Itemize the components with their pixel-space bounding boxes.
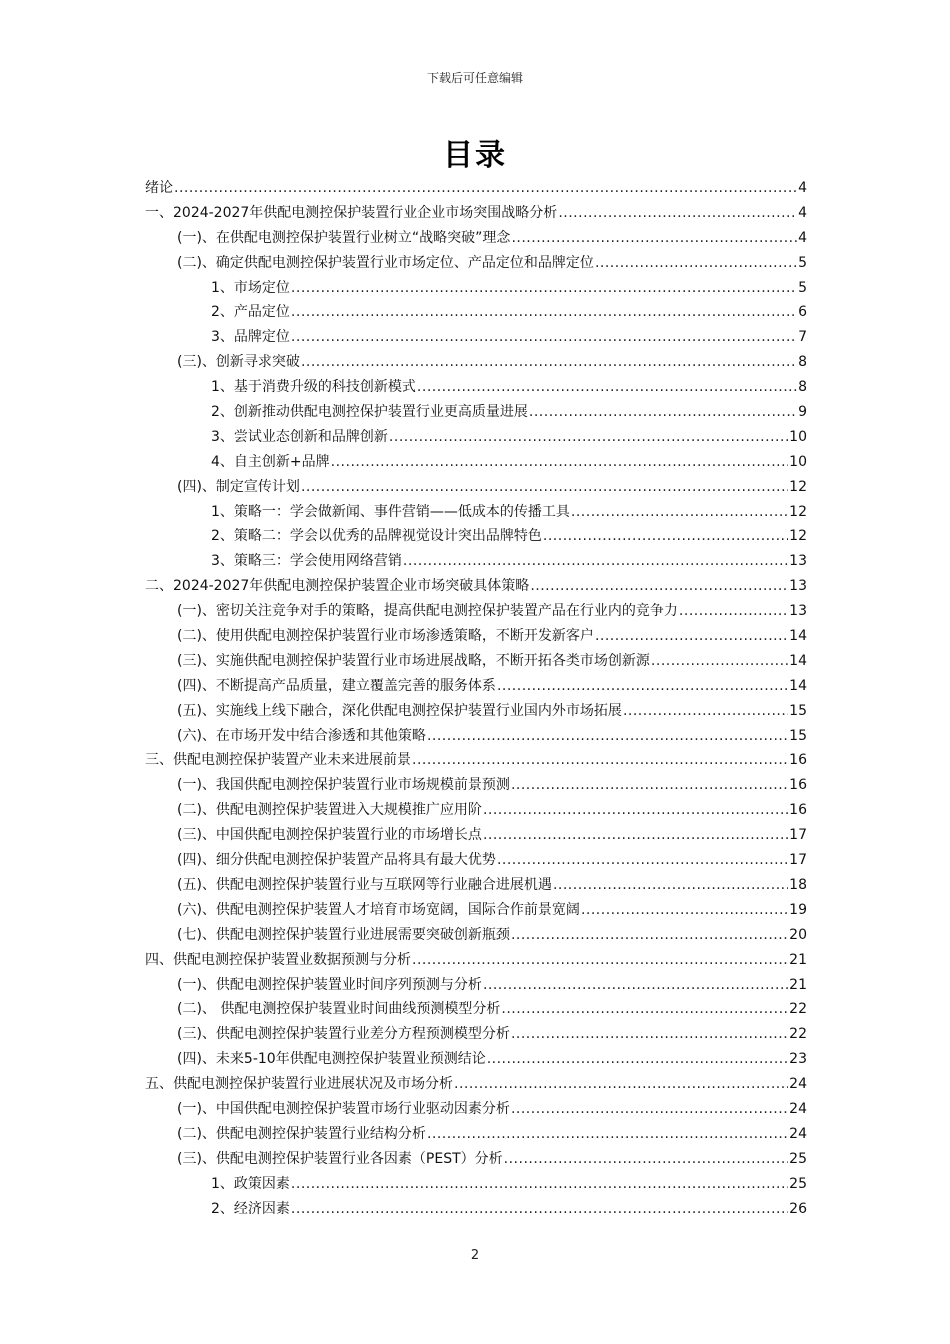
- toc-entry[interactable]: [145, 1147, 807, 1172]
- toc-entry-text: 四、供配电测控保护装置业数据预测与分析: [145, 951, 411, 968]
- toc-entry-page: 22: [789, 1026, 807, 1043]
- toc-leader-dots: [427, 724, 788, 749]
- toc-leader-dots: [679, 599, 788, 624]
- toc-entry[interactable]: [145, 549, 807, 574]
- page-number: 2: [470, 1248, 480, 1263]
- toc-leader-dots: [511, 773, 788, 798]
- toc-entry-page: 16: [789, 752, 807, 769]
- toc-entry-page: 14: [789, 628, 807, 645]
- toc-leader-dots: [412, 948, 788, 973]
- toc-leader-dots: [497, 674, 788, 699]
- toc-entry-text: (二)、供配电测控保护装置进入大规模推广应用阶: [177, 802, 482, 819]
- toc-entry-text: (三)、创新寻求突破: [177, 354, 300, 371]
- toc-leader-dots: [623, 699, 788, 724]
- toc-entry-page: 10: [789, 453, 807, 470]
- toc-entry-page: 4: [798, 204, 807, 221]
- toc-entry[interactable]: [145, 1047, 807, 1072]
- toc-entry-page: 23: [789, 1051, 807, 1068]
- toc-entry-text: 五、供配电测控保护装置行业进展状况及市场分析: [145, 1076, 453, 1093]
- toc-entry-page: 8: [798, 354, 807, 371]
- toc-entry-page: 12: [789, 528, 807, 545]
- toc-entry[interactable]: [145, 674, 807, 699]
- toc-entry[interactable]: [145, 973, 807, 998]
- toc-entry-page: 13: [789, 553, 807, 570]
- toc-entry[interactable]: [145, 325, 807, 350]
- toc-entry[interactable]: [145, 649, 807, 674]
- toc-entry[interactable]: [145, 450, 807, 475]
- toc-entry-page: 16: [789, 777, 807, 794]
- toc-entry-text: (五)、实施线上线下融合，深化供配电测控保护装置行业国内外市场拓展: [177, 702, 622, 719]
- toc-entry-text: 1、策略一：学会做新闻、事件营销——低成本的传播工具: [211, 503, 570, 520]
- toc-entry-page: 24: [789, 1076, 807, 1093]
- toc-entry-page: 9: [798, 404, 807, 421]
- toc-entry[interactable]: [145, 1072, 807, 1097]
- toc-leader-dots: [291, 300, 797, 325]
- toc-entry-text: (一)、中国供配电测控保护装置市场行业驱动因素分析: [177, 1100, 510, 1117]
- toc-entry-text: 三、供配电测控保护装置产业未来进展前景: [145, 752, 411, 769]
- toc-entry-page: 12: [789, 478, 807, 495]
- toc-entry-page: 24: [789, 1125, 807, 1142]
- toc-entry[interactable]: [145, 500, 807, 525]
- toc-entry[interactable]: [145, 251, 807, 276]
- toc-entry-page: 14: [789, 652, 807, 669]
- toc-entry-page: 24: [789, 1100, 807, 1117]
- toc-entry[interactable]: [145, 226, 807, 251]
- toc-entry-page: 7: [798, 329, 807, 346]
- toc-leader-dots: [571, 500, 788, 525]
- toc-entry[interactable]: [145, 176, 807, 201]
- toc-entry-text: (六)、在市场开发中结合渗透和其他策略: [177, 727, 426, 744]
- toc-entry-page: 21: [789, 976, 807, 993]
- toc-entry[interactable]: [145, 748, 807, 773]
- table-of-contents: [145, 176, 807, 1221]
- toc-entry-page: 26: [789, 1200, 807, 1217]
- toc-entry[interactable]: [145, 1172, 807, 1197]
- toc-entry[interactable]: [145, 948, 807, 973]
- toc-leader-dots: [595, 624, 788, 649]
- toc-entry-page: 4: [798, 229, 807, 246]
- toc-leader-dots: [427, 1122, 788, 1147]
- toc-entry-text: 2、策略二：学会以优秀的品牌视觉设计突出品牌特色: [211, 528, 542, 545]
- toc-entry[interactable]: [145, 873, 807, 898]
- toc-entry-page: 13: [789, 578, 807, 595]
- toc-entry-page: 17: [789, 827, 807, 844]
- toc-entry-text: (三)、供配电测控保护装置行业各因素（PEST）分析: [177, 1150, 503, 1167]
- toc-entry-text: (三)、供配电测控保护装置行业差分方程预测模型分析: [177, 1026, 510, 1043]
- toc-entry[interactable]: [145, 1197, 807, 1222]
- toc-leader-dots: [543, 524, 788, 549]
- toc-entry-page: 25: [789, 1150, 807, 1167]
- toc-leader-dots: [558, 201, 797, 226]
- toc-leader-dots: [291, 1197, 788, 1222]
- toc-entry[interactable]: [145, 724, 807, 749]
- toc-entry[interactable]: [145, 624, 807, 649]
- toc-entry-text: 2、产品定位: [211, 304, 290, 321]
- toc-leader-dots: [291, 325, 797, 350]
- toc-entry[interactable]: [145, 375, 807, 400]
- toc-leader-dots: [483, 798, 788, 823]
- toc-entry[interactable]: [145, 425, 807, 450]
- toc-leader-dots: [301, 350, 797, 375]
- toc-leader-dots: [651, 649, 788, 674]
- toc-entry-page: 22: [789, 1001, 807, 1018]
- toc-entry-page: 5: [798, 254, 807, 271]
- toc-leader-dots: [504, 1147, 789, 1172]
- toc-leader-dots: [511, 1022, 788, 1047]
- toc-entry-text: (四)、不断提高产品质量，建立覆盖完善的服务体系: [177, 677, 496, 694]
- toc-entry-page: 14: [789, 677, 807, 694]
- toc-entry-text: 一、2024-2027年供配电测控保护装置行业企业市场突围战略分析: [145, 204, 558, 221]
- toc-entry-text: 2、创新推动供配电测控保护装置行业更高质量进展: [211, 404, 528, 421]
- toc-entry-text: (四)、未来5-10年供配电测控保护装置业预测结论: [177, 1051, 486, 1068]
- toc-entry[interactable]: [145, 276, 807, 301]
- toc-entry[interactable]: [145, 300, 807, 325]
- toc-entry-page: 18: [789, 876, 807, 893]
- toc-entry-text: 2、经济因素: [211, 1200, 290, 1217]
- toc-leader-dots: [412, 748, 788, 773]
- toc-entry-text: (三)、实施供配电测控保护装置行业市场进展战略，不断开拓各类市场创新源: [177, 652, 650, 669]
- toc-leader-dots: [595, 251, 797, 276]
- toc-entry-text: (一)、供配电测控保护装置业时间序列预测与分析: [177, 976, 482, 993]
- toc-entry-page: 16: [789, 802, 807, 819]
- toc-entry[interactable]: [145, 201, 807, 226]
- toc-entry-page: 5: [798, 279, 807, 296]
- toc-entry-text: 1、市场定位: [211, 279, 290, 296]
- toc-entry[interactable]: [145, 574, 807, 599]
- toc-entry-text: (二)、使用供配电测控保护装置行业市场渗透策略，不断开发新客户: [177, 628, 594, 645]
- toc-entry[interactable]: [145, 997, 807, 1022]
- toc-leader-dots: [501, 997, 788, 1022]
- toc-leader-dots: [291, 1172, 788, 1197]
- toc-entry[interactable]: [145, 475, 807, 500]
- toc-entry-text: (二)、供配电测控保护装置行业结构分析: [177, 1125, 426, 1142]
- toc-entry-text: 3、策略三：学会使用网络营销: [211, 553, 402, 570]
- toc-leader-dots: [511, 923, 788, 948]
- toc-entry-page: 12: [789, 503, 807, 520]
- toc-leader-dots: [331, 450, 789, 475]
- toc-leader-dots: [483, 973, 788, 998]
- toc-entry-page: 6: [798, 304, 807, 321]
- toc-entry-text: (六)、供配电测控保护装置人才培育市场宽阔，国际合作前景宽阔: [177, 901, 580, 918]
- toc-entry[interactable]: [145, 848, 807, 873]
- toc-entry-page: 4: [798, 180, 807, 196]
- toc-leader-dots: [530, 574, 788, 599]
- toc-leader-dots: [553, 873, 788, 898]
- toc-leader-dots: [454, 1072, 788, 1097]
- toc-entry[interactable]: [145, 773, 807, 798]
- toc-leader-dots: [417, 375, 797, 400]
- toc-leader-dots: [483, 823, 788, 848]
- toc-leader-dots: [174, 176, 797, 201]
- toc-entry-page: 15: [789, 727, 807, 744]
- toc-entry-text: (一)、密切关注竞争对手的策略，提高供配电测控保护装置产品在行业内的竞争力: [177, 603, 678, 620]
- toc-leader-dots: [291, 276, 797, 301]
- toc-entry[interactable]: [145, 898, 807, 923]
- toc-entry-page: 10: [789, 428, 807, 445]
- toc-entry-text: 3、尝试业态创新和品牌创新: [211, 428, 388, 445]
- toc-leader-dots: [487, 1047, 788, 1072]
- header-note: 下载后可任意编辑: [426, 71, 523, 85]
- toc-entry[interactable]: [145, 923, 807, 948]
- toc-entry[interactable]: [145, 823, 807, 848]
- toc-entry-page: 21: [789, 951, 807, 968]
- toc-entry[interactable]: [145, 524, 807, 549]
- toc-entry-text: (一)、我国供配电测控保护装置行业市场规模前景预测: [177, 777, 510, 794]
- toc-entry-page: 25: [789, 1175, 807, 1192]
- toc-entry-text: (四)、制定宣传计划: [177, 478, 300, 495]
- toc-entry[interactable]: [145, 400, 807, 425]
- toc-leader-dots: [581, 898, 788, 923]
- toc-entry[interactable]: [145, 1022, 807, 1047]
- toc-entry-text: (二)、确定供配电测控保护装置行业市场定位、产品定位和品牌定位: [177, 254, 594, 271]
- toc-leader-dots: [511, 226, 797, 251]
- toc-leader-dots: [529, 400, 797, 425]
- toc-leader-dots: [301, 475, 788, 500]
- toc-entry-page: 19: [789, 901, 807, 918]
- toc-entry-page: 8: [798, 379, 807, 396]
- toc-entry-text: (五)、供配电测控保护装置行业与互联网等行业融合进展机遇: [177, 876, 552, 893]
- toc-entry-text: (一)、在供配电测控保护装置行业树立“战略突破”理念: [177, 229, 511, 246]
- toc-entry-text: (七)、供配电测控保护装置行业进展需要突破创新瓶颈: [177, 926, 510, 943]
- toc-entry-text: 二、2024-2027年供配电测控保护装置企业市场突破具体策略: [145, 578, 530, 595]
- toc-entry-text: (四)、细分供配电测控保护装置产品将具有最大优势: [177, 852, 496, 869]
- toc-entry-page: 20: [789, 926, 807, 943]
- toc-leader-dots: [497, 848, 788, 873]
- toc-leader-dots: [389, 425, 788, 450]
- toc-leader-dots: [403, 549, 788, 574]
- toc-entry-text: 1、基于消费升级的科技创新模式: [211, 379, 416, 396]
- toc-entry-page: 17: [789, 852, 807, 869]
- toc-entry[interactable]: [145, 1122, 807, 1147]
- toc-entry-text: 1、政策因素: [211, 1175, 290, 1192]
- toc-entry-page: 15: [789, 702, 807, 719]
- toc-entry-text: (三)、中国供配电测控保护装置行业的市场增长点: [177, 827, 482, 844]
- toc-entry-page: 13: [789, 603, 807, 620]
- toc-leader-dots: [511, 1097, 788, 1122]
- toc-entry[interactable]: [145, 1097, 807, 1122]
- toc-entry-text: 绪论: [145, 180, 173, 196]
- toc-entry[interactable]: [145, 699, 807, 724]
- toc-title: 目录: [443, 138, 507, 173]
- toc-entry-text: (二)、 供配电测控保护装置业时间曲线预测模型分析: [177, 1001, 501, 1018]
- toc-entry-text: 4、自主创新+品牌: [211, 453, 330, 470]
- toc-entry[interactable]: [145, 798, 807, 823]
- toc-entry[interactable]: [145, 350, 807, 375]
- toc-entry[interactable]: [145, 599, 807, 624]
- toc-entry-text: 3、品牌定位: [211, 329, 290, 346]
